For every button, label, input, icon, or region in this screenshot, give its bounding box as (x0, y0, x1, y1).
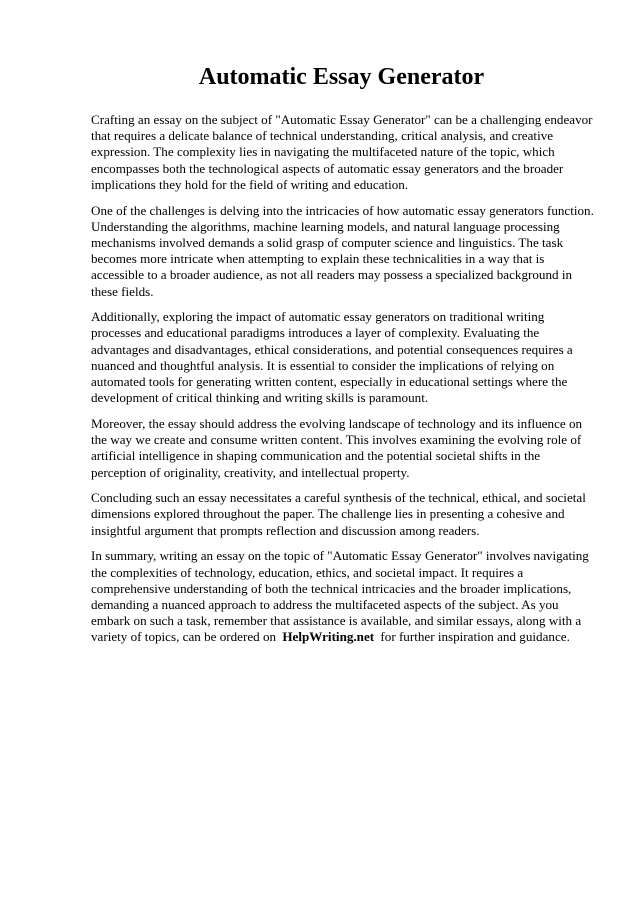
paragraph-2: One of the challenges is delving into the intricacies of how automatic essay generators function. Understanding the algorithms, machine learning models, and natural language processing mechanisms involved demands a solid grasp of computer science and linguistics. The task becomes more intricate when attempting to explain these technicalities in a way that is accessible to a broader audience, as not all readers may possess a specialized background in these fields. (91, 202, 594, 299)
paragraph-3: Additionally, exploring the impact of automatic essay generators on traditional writing processes and educational paradigms introduces a layer of complexity. Evaluating the advantages and disadvantages, ethical considerations, and potential consequences requires a nuanced and thoughtful analysis. It is essential to consider the implications of relying on automated tools for generating written content, especially in educational settings where the development of critical thinking and writing skills is paramount. (91, 309, 573, 406)
document-title: Automatic Essay Generator (198, 64, 485, 90)
paragraph-6 (91, 548, 596, 645)
helpwriting-link[interactable]: HelpWriting.net (282, 629, 375, 645)
paragraph-6-text-after: for further inspiration and guidance. (380, 629, 570, 645)
paragraph-6-text-before: In summary, writing an essay on the topic of "Automatic Essay Generator" involves navigating the complexities of technology, education, ethics, and societal impact. It requires a comprehensive understanding of both the technical intricacies and the broader implications, demanding a nuanced approach to address the multifaceted aspects of the subject. As you embark on such a task, remember that assistance is available, and similar essays, along with a variety of topics, can be ordered on (91, 548, 589, 645)
paragraph-5: Concluding such an essay necessitates a careful synthesis of the technical, ethical, and societal dimensions explored throughout the paper. The challenge lies in presenting a cohesive and insightful argument that prompts reflection and discussion among readers. (91, 490, 586, 538)
paragraph-4: Moreover, the essay should address the evolving landscape of technology and its influence on the way we create and consume written content. This involves examining the evolving role of artificial intelligence in shaping communication and the potential societal shifts in the perception of originality, creativity, and intellectual property. (91, 415, 583, 480)
paragraph-1: Crafting an essay on the subject of "Automatic Essay Generator" can be a challenging endeavor that requires a delicate balance of technical understanding, critical analysis, and creative expression. The complexity lies in navigating the multifaceted nature of the topic, which encompasses both the technological aspects of automatic essay generators and the broader implications they hold for the field of writing and education. (91, 112, 593, 192)
